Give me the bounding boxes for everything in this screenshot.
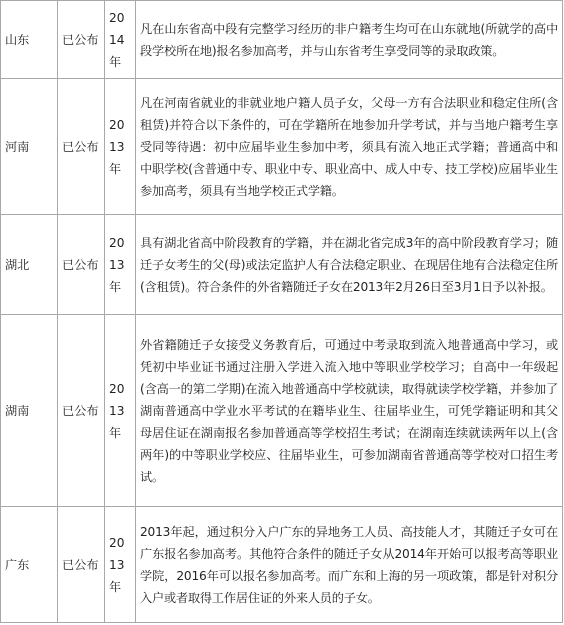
table-row: [1, 79, 563, 215]
province-cell: [1, 315, 58, 507]
content-cell: [136, 1, 563, 79]
status-label: 已公布: [62, 557, 99, 572]
province-name: 山东: [5, 32, 30, 47]
year-cell: [105, 315, 136, 507]
year-cell: [105, 215, 136, 315]
policy-text: 凡在山东省高中段有完整学习经历的非户籍考生均可在山东就地(所就学的高中段学校所在地)报名参加高考，并与山东省考生享受同等的录取政策。: [140, 21, 558, 58]
province-cell: [1, 215, 58, 315]
status-label: 已公布: [62, 257, 99, 272]
table-row: [1, 215, 563, 315]
year-label: 2013年: [109, 535, 125, 594]
province-name: 河南: [5, 139, 30, 154]
table-row: [1, 315, 563, 507]
policy-text: 2013年起，通过积分入户广东的异地务工人员、高技能人才，其随迁子女可在广东报名参加高考。其他符合条件的随迁子女从2014年开始可以报考高等职业学院，2016年可以报名参加高考。而广东和上海的另一项政策，都是针对积分入户或者取得工作居住证的外来人员的子女。: [140, 524, 558, 605]
status-cell: [58, 215, 105, 315]
province-name: 湖南: [5, 403, 30, 418]
policy-text: 外省籍随迁子女接受义务教育后，可通过中考录取到流入地普通高中学习，或凭初中毕业证书通过注册入学进入流入地中等职业学校学习；自高中一年级起(含高一的第二学期)在流入地普通高中学校就读，取得就读学校学籍，并参加了湖南普通高中学业水平考试的在籍毕业生、往届毕业生，可凭学籍证明和其父母居住证在湖南报名参加普通高等学校招生考试；在湖南连续就读两年以上(含两年)的中等职业学校应、往届毕业生，可参加湖南省普通高等学校对口招生考试。: [140, 337, 558, 484]
status-cell: [58, 507, 105, 623]
table-row: [1, 507, 563, 623]
status-cell: [58, 315, 105, 507]
year-label: 2013年: [109, 117, 125, 176]
content-cell: [136, 215, 563, 315]
province-cell: [1, 1, 58, 79]
year-cell: [105, 507, 136, 623]
status-cell: [58, 79, 105, 215]
status-label: 已公布: [62, 32, 99, 47]
content-cell: [136, 79, 563, 215]
year-label: 2013年: [109, 381, 125, 440]
province-cell: [1, 79, 58, 215]
policy-text: 具有湖北省高中阶段教育的学籍，并在湖北省完成3年的高中阶段教育学习；随迁子女考生的父(母)或法定监护人有合法稳定职业、在现居住地有合法稳定住所(含租赁)。符合条件的外省籍随迁子女在2013年2月26日至3月1日予以补报。: [140, 235, 558, 294]
province-name: 广东: [5, 557, 30, 572]
status-label: 已公布: [62, 403, 99, 418]
year-cell: [105, 1, 136, 79]
province-cell: [1, 507, 58, 623]
content-cell: [136, 315, 563, 507]
table-row: [1, 1, 563, 79]
status-cell: [58, 1, 105, 79]
province-name: 湖北: [5, 257, 30, 272]
year-cell: [105, 79, 136, 215]
policy-text: 凡在河南省就业的非就业地户籍人员子女，父母一方有合法职业和稳定住所(含租赁)并符合以下条件的，可在学籍所在地参加升学考试，并与当地户籍考生享受同等待遇：初中应届毕业生参加中考，须具有流入地正式学籍；普通高中和中职学校(含普通中专、职业中专、职业高中、成人中专、技工学校)应届毕业生参加高考，须具有当地学校正式学籍。: [140, 95, 558, 198]
year-label: 2014年: [109, 10, 125, 69]
content-cell: [136, 507, 563, 623]
year-label: 2013年: [109, 235, 125, 294]
status-label: 已公布: [62, 139, 99, 154]
